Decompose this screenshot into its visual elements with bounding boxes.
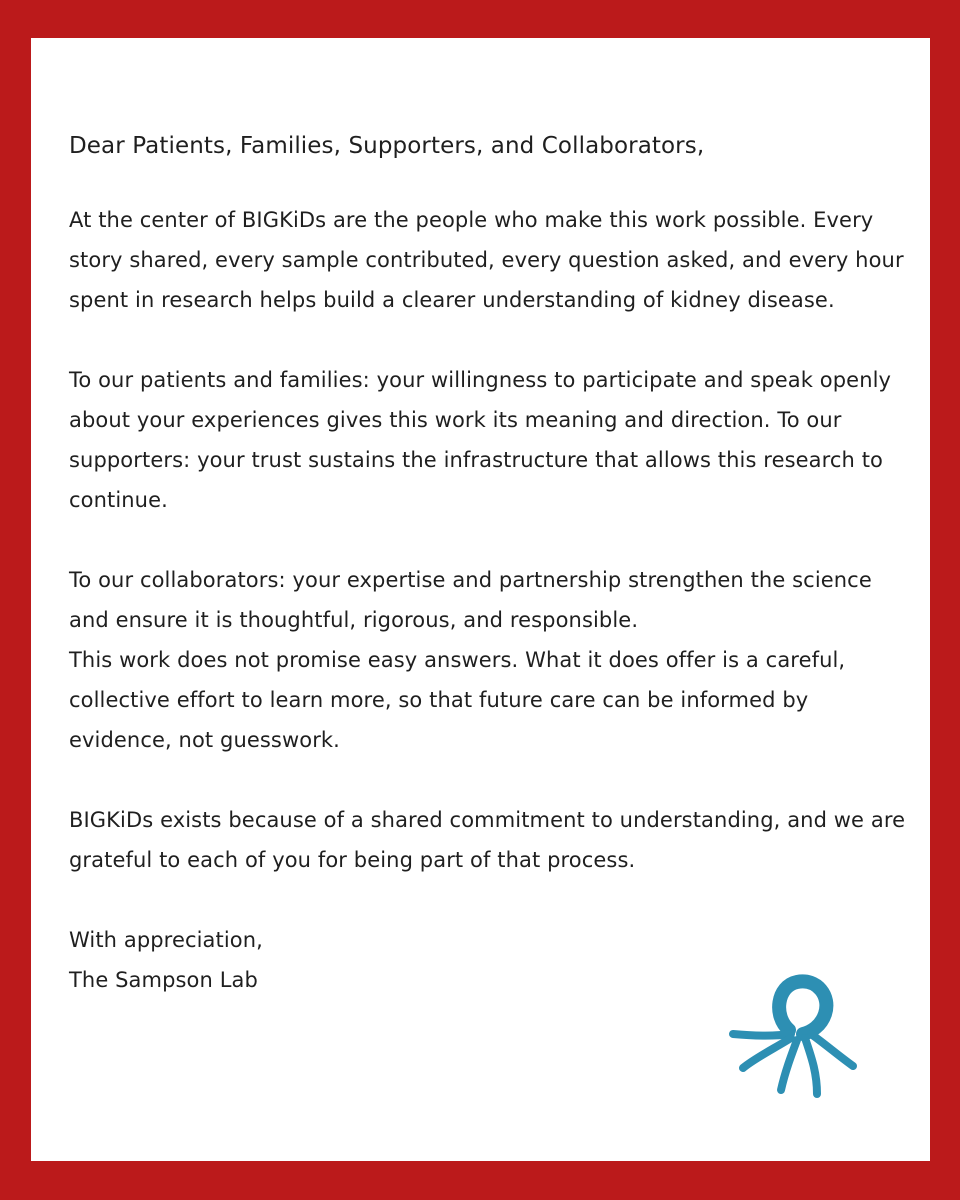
- letter-paragraph-3b: This work does not promise easy answers. What it does offer is a careful, collective effort to learn more, so that future care can be informed by evidence, not guesswork.: [69, 648, 846, 752]
- letter-body: [69, 126, 909, 1000]
- letter-paragraph-2: To our patients and families: your willingness to participate and speak openly about your experiences gives this work its meaning and direction. To our supporters: your trust sustains the infrastructure that allows this research to continue.: [69, 368, 892, 512]
- letter-greeting: Dear Patients, Families, Supporters, and Collaborators,: [69, 133, 705, 159]
- letter-paragraph-1: At the center of BIGKiDs are the people who make this work possible. Every story shared, every sample contributed, every question asked, and every hour spent in research helps build a clearer understanding of kidney disease.: [69, 208, 904, 312]
- octopus-icon: [725, 972, 865, 1112]
- letter-paragraph-3: To our collaborators: your expertise and partnership strengthen the science and ensure it is thoughtful, rigorous, and responsible.: [69, 568, 872, 632]
- letter-card: [31, 38, 930, 1161]
- closing-line: With appreciation,: [69, 928, 263, 952]
- letter-paragraph-4: BIGKiDs exists because of a shared commitment to understanding, and we are grateful to each of you for being part of that process.: [69, 808, 906, 872]
- signature: The Sampson Lab: [69, 968, 258, 992]
